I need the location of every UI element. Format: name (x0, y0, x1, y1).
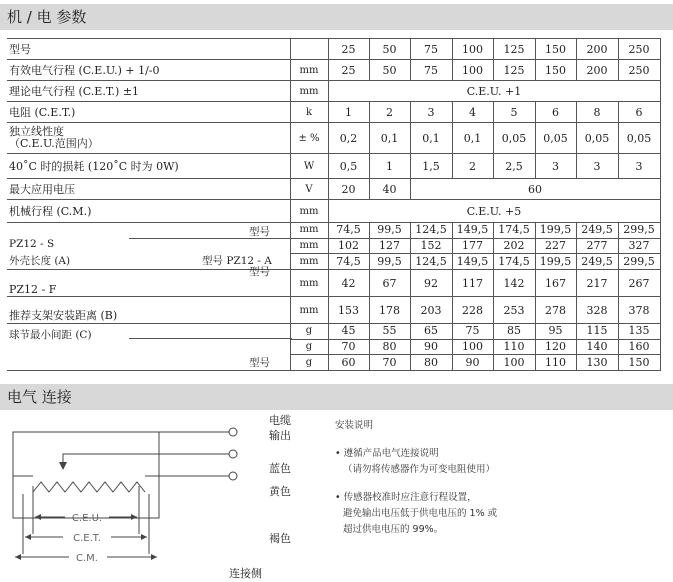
model-label: 型号 (249, 226, 270, 238)
cell: 50 (369, 60, 410, 81)
pz12s-label: PZ12 - S (9, 238, 55, 250)
value: 174,5 (494, 253, 535, 269)
unit: mm (291, 238, 328, 254)
cm-arrowhead-left (15, 554, 21, 560)
cell: 200 (576, 39, 618, 60)
yellow-label: 黄色 (269, 485, 291, 498)
cell (452, 223, 493, 270)
cm-label: C.M. (76, 553, 98, 564)
cell: 278 (535, 297, 576, 324)
cell (369, 324, 410, 371)
unit: mm (291, 253, 328, 269)
cable-label-line2: 输出 (269, 429, 291, 442)
table-row-dissipation (7, 154, 660, 179)
value: 70 (329, 339, 369, 355)
cell: 0,1 (369, 123, 410, 154)
value: 90 (453, 354, 493, 370)
row-label-line2: （C.E.U.范围内） (9, 137, 99, 150)
table-row-pz12f (7, 270, 660, 297)
cell: 253 (493, 297, 535, 324)
cell: 0,1 (410, 123, 452, 154)
notes-bullet1-line2: （请勿将传感器作为可变电阻使用） (343, 464, 496, 475)
row-unit: mm (290, 60, 328, 81)
value: 110 (494, 339, 535, 355)
cell: 5 (493, 102, 535, 123)
table-row-ball-joint (7, 324, 660, 371)
cell: 267 (618, 270, 660, 297)
spec-table (7, 38, 661, 371)
table-row-housing-length (7, 223, 660, 270)
row-label: 最大应用电压 (7, 179, 290, 200)
installation-notes (335, 418, 497, 538)
cell: 25 (328, 39, 369, 60)
cell: 125 (493, 39, 535, 60)
value: 65 (424, 324, 438, 338)
table-row-voltage (7, 179, 660, 200)
cet-arrowhead-left (25, 534, 31, 540)
electrical-section-title: 电气 连接 (7, 388, 72, 406)
value: 100 (494, 354, 535, 370)
cell: 0,05 (576, 123, 618, 154)
value: 60 (329, 354, 369, 370)
row-unit: mm (290, 270, 328, 297)
cm-arrowhead-right (151, 554, 157, 560)
value: 150 (619, 354, 660, 370)
ceu-label: C.E.U. (71, 513, 103, 524)
value: 74,5 (329, 253, 369, 269)
cell: 67 (369, 270, 410, 297)
cell: 0,5 (328, 154, 369, 179)
unit: g (305, 325, 313, 337)
value: 45 (341, 324, 356, 338)
cable-label-line1: 电缆 (269, 414, 291, 427)
cell: 2 (452, 154, 493, 179)
cell: 6 (535, 102, 576, 123)
resistor-zigzag (33, 482, 145, 492)
cell: 3 (576, 154, 618, 179)
value: 110 (536, 354, 576, 370)
span-cell: C.E.U. +5 (328, 200, 660, 223)
table-row-linearity (7, 123, 660, 154)
value: 249,5 (581, 223, 613, 237)
cell (535, 223, 576, 270)
cell (410, 223, 452, 270)
row-unit: W (290, 154, 328, 179)
cell: 100 (452, 60, 493, 81)
value: 177 (453, 238, 493, 254)
row-label: 电阻 (C.E.T.) (7, 102, 290, 123)
value: 299,5 (619, 253, 660, 269)
value: 277 (577, 238, 618, 254)
cell: 40 (369, 179, 410, 200)
table-row-cm (7, 200, 660, 223)
notes-title: 安装说明 (335, 420, 374, 431)
cell: 0,05 (493, 123, 535, 154)
value: 130 (577, 354, 618, 370)
cell (493, 223, 535, 270)
row-label: 机械行程 (C.M.) (7, 200, 290, 223)
terminal-yellow (229, 472, 237, 480)
value: 90 (411, 339, 452, 355)
cell: 150 (535, 39, 576, 60)
cell: 4 (452, 102, 493, 123)
cell: 250 (618, 60, 660, 81)
table-row-bracket (7, 297, 660, 324)
cell (576, 324, 618, 371)
value: 299,5 (623, 223, 655, 237)
wiper-arrow (59, 462, 67, 470)
cell: 1 (369, 154, 410, 179)
table-row-model (7, 39, 660, 60)
row-unit: mm (290, 81, 328, 102)
value: 55 (382, 324, 397, 338)
cell: 328 (576, 297, 618, 324)
row-label (7, 324, 290, 371)
row-unit (290, 223, 328, 270)
params-section-title: 机 / 电 参数 (7, 8, 87, 26)
span-cell: C.E.U. +1 (328, 81, 660, 102)
notes-bullet1-line1: • 遵循产品电气连接说明 (335, 448, 439, 459)
cell (410, 324, 452, 371)
row-label: 40˚C 时的损耗 (120˚C 时为 0W) (7, 154, 290, 179)
cell: 2 (369, 102, 410, 123)
table-row-cet (7, 81, 660, 102)
brown-label: 褐色 (269, 532, 291, 545)
cell: 250 (618, 39, 660, 60)
cell: 1 (328, 102, 369, 123)
cell: 20 (328, 179, 369, 200)
value: 140 (577, 339, 618, 355)
value: 85 (507, 324, 521, 338)
blue-label: 蓝色 (269, 462, 291, 475)
cell: 75 (410, 60, 452, 81)
terminal-output (229, 428, 237, 436)
row-label: 型号 (7, 39, 290, 60)
cell: 8 (576, 102, 618, 123)
cell: 200 (576, 60, 618, 81)
cell: 217 (576, 270, 618, 297)
cell (618, 223, 660, 270)
value: 160 (619, 339, 660, 355)
row-unit: mm (290, 297, 328, 324)
row-unit: k (290, 102, 328, 123)
electrical-section-header (0, 384, 673, 410)
cell: 0,05 (618, 123, 660, 154)
housing-outline (13, 432, 159, 518)
row-unit (290, 324, 328, 371)
value: 249,5 (577, 253, 618, 269)
row-label: PZ12 - F (7, 270, 290, 297)
value: 70 (370, 354, 410, 370)
cell: 167 (535, 270, 576, 297)
cell: 92 (410, 270, 452, 297)
value: 80 (411, 354, 452, 370)
cell: 150 (535, 60, 576, 81)
cet-arrowhead-right (141, 534, 147, 540)
cell: 203 (410, 297, 452, 324)
value: 152 (411, 238, 452, 254)
terminal-blue (229, 450, 237, 458)
value: 95 (548, 324, 563, 338)
value: 202 (494, 238, 535, 254)
row-label: 理论电气行程 (C.E.T.) ±1 (7, 81, 290, 102)
notes-bullet2-line2: 避免输出电压低于供电电压的 1% 或 (343, 508, 498, 519)
value: 124,5 (415, 223, 447, 237)
cell: 0,05 (535, 123, 576, 154)
cell: 0,1 (452, 123, 493, 154)
cell (328, 223, 369, 270)
value: 127 (370, 238, 410, 254)
value: 124,5 (411, 253, 452, 269)
cell (576, 223, 618, 270)
cell: 3 (410, 102, 452, 123)
value: 149,5 (453, 253, 493, 269)
cet-label: C.E.T. (73, 533, 101, 544)
cell (493, 324, 535, 371)
value: 227 (536, 238, 576, 254)
cell: 75 (410, 39, 452, 60)
ceu-arrowhead-right (131, 514, 137, 520)
value: 99,5 (377, 223, 402, 237)
params-section-header (0, 4, 673, 30)
cell: 6 (618, 102, 660, 123)
value: 149,5 (456, 223, 489, 237)
cell (369, 223, 410, 270)
cell: 125 (493, 60, 535, 81)
unit: g (291, 339, 328, 355)
model-label: 型号 (249, 357, 270, 369)
row-unit: ± % (290, 123, 328, 154)
row-label: 有效电气行程 (C.E.U.) + 1/-0 (7, 60, 290, 81)
unit: g (291, 354, 328, 370)
value: 115 (586, 324, 608, 338)
model-pz12a-label: 型号 PZ12 - A (202, 255, 272, 267)
housing-length-label: 外壳长度 (A) (9, 255, 71, 267)
value: 327 (619, 238, 660, 254)
cell: 3 (535, 154, 576, 179)
row-label (7, 223, 290, 278)
row-unit (290, 39, 328, 60)
notes-bullet2-line1: • 传感器校准时应注意行程设置， (335, 492, 477, 503)
value: 75 (465, 324, 480, 338)
value: 74,5 (336, 223, 361, 237)
cell: 25 (328, 60, 369, 81)
cell: 178 (369, 297, 410, 324)
cell: 228 (452, 297, 493, 324)
row-label-line1: 独立线性度 (9, 125, 64, 138)
table-row-eeu (7, 60, 660, 81)
span-cell: 60 (410, 179, 660, 200)
cell (452, 324, 493, 371)
row-unit: V (290, 179, 328, 200)
cell: 117 (452, 270, 493, 297)
value: 174,5 (498, 223, 530, 237)
cell: 153 (328, 297, 369, 324)
value: 199,5 (536, 253, 576, 269)
cell (535, 324, 576, 371)
value: 135 (628, 324, 650, 338)
value: 120 (536, 339, 576, 355)
cell (328, 324, 369, 371)
ball-joint-label: 球节最小间距 (C) (9, 329, 92, 341)
value: 100 (453, 339, 493, 355)
unit: mm (299, 224, 319, 236)
cell: 142 (493, 270, 535, 297)
notes-bullet2-line3: 超过供电电压的 99%。 (343, 524, 444, 535)
row-unit: mm (290, 200, 328, 223)
cell: 378 (618, 297, 660, 324)
connection-side-label: 连接侧 (229, 567, 262, 580)
model-label-2: 型号 (249, 266, 270, 278)
cell: 2,5 (493, 154, 535, 179)
cell: 50 (369, 39, 410, 60)
wire-wiper (63, 454, 229, 464)
row-label: 推荐支架安装距离 (B) (7, 297, 290, 324)
value: 102 (329, 238, 369, 254)
wiring-diagram (7, 414, 327, 580)
cell: 42 (328, 270, 369, 297)
cell: 0,2 (328, 123, 369, 154)
ceu-arrowhead-left (35, 514, 41, 520)
value: 80 (370, 339, 410, 355)
table-row-resistance (7, 102, 660, 123)
value: 199,5 (539, 223, 572, 237)
value: 99,5 (370, 253, 410, 269)
cell: 100 (452, 39, 493, 60)
cell: 3 (618, 154, 660, 179)
cell: 1,5 (410, 154, 452, 179)
row-label (7, 123, 290, 154)
cell (618, 324, 660, 371)
